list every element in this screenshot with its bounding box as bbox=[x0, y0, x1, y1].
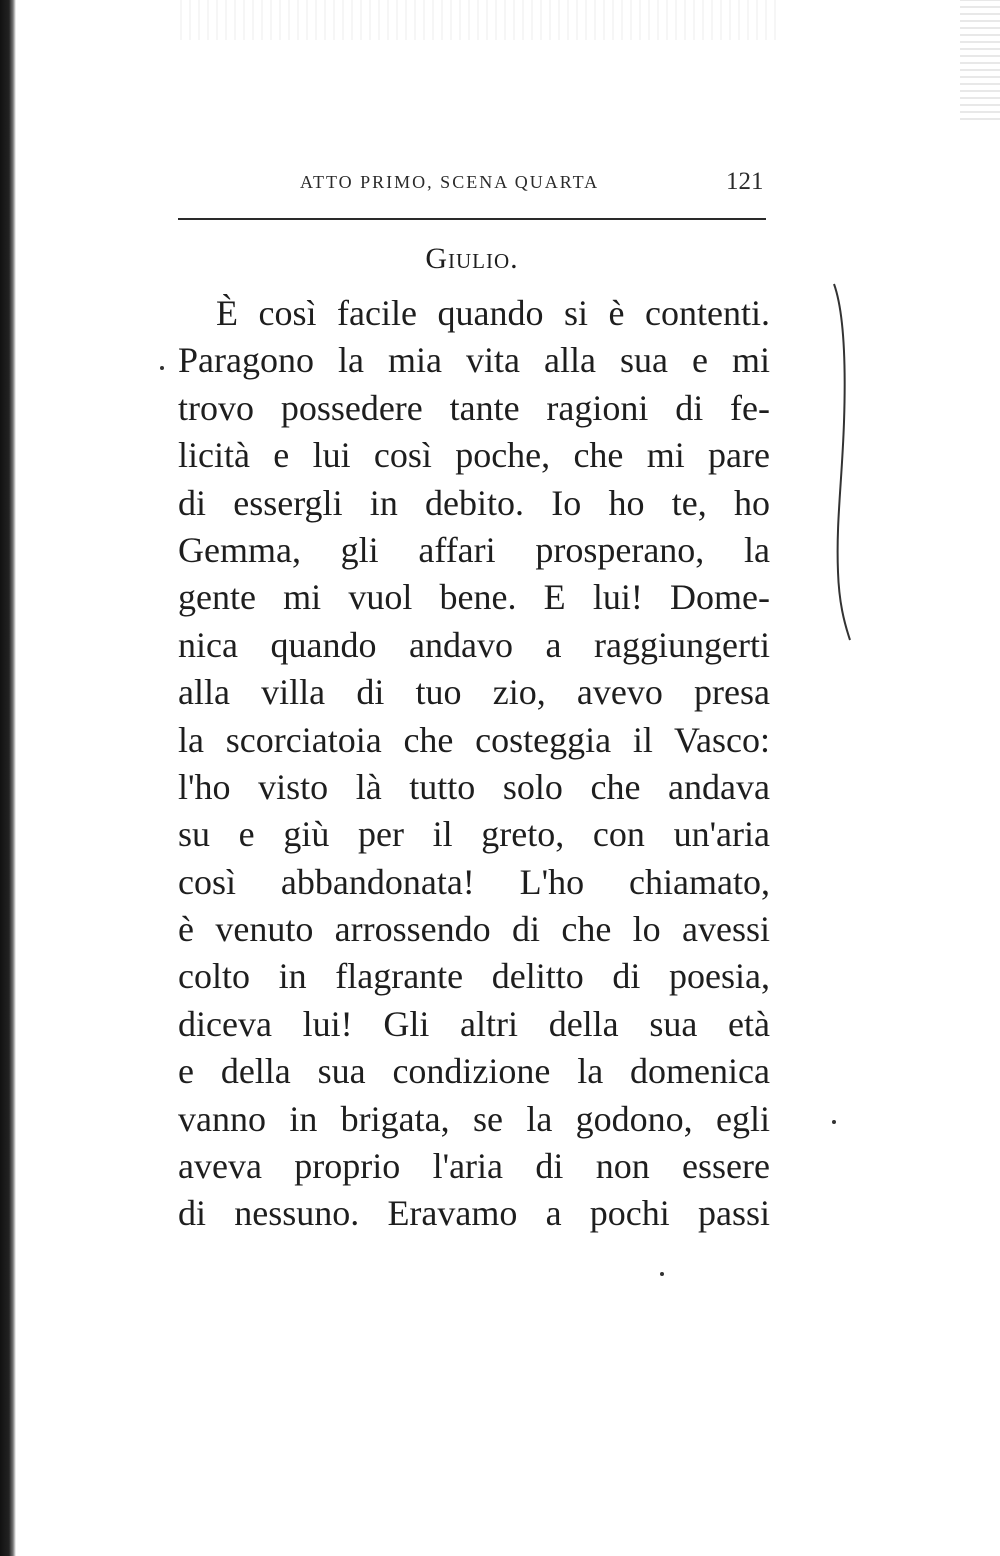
text-line: e della sua condizione la domenica bbox=[178, 1051, 770, 1092]
speaker-name: Giulio. bbox=[425, 242, 519, 275]
running-head: ATTO PRIMO, SCENA QUARTA bbox=[300, 172, 600, 192]
text-line: trovo possedere tante ragioni di fe- bbox=[178, 387, 770, 428]
dialogue-text bbox=[178, 290, 770, 1238]
text-line: Gemma, gli affari prosperano, la bbox=[178, 529, 770, 570]
text-line: su e giù per il greto, con un'aria bbox=[178, 814, 770, 855]
margin-dot bbox=[660, 1272, 664, 1276]
header-rule bbox=[178, 218, 766, 220]
text-line: l'ho visto là tutto solo che andava bbox=[178, 766, 770, 807]
page-number: 121 bbox=[726, 168, 764, 195]
margin-pencil-bracket bbox=[830, 282, 854, 642]
text-line: nica quando andavo a raggiungerti bbox=[178, 624, 770, 665]
text-line: colto in flagrante delitto di poesia, bbox=[178, 956, 770, 997]
text-line: è venuto arrossendo di che lo avessi bbox=[178, 909, 770, 950]
text-line: così abbandonata! L'ho chiamato, bbox=[178, 861, 770, 902]
text-line: aveva proprio l'aria di non essere bbox=[178, 1146, 770, 1187]
text-line: licità e lui così poche, che mi pare bbox=[178, 435, 770, 476]
scan-speckle-right bbox=[960, 0, 1000, 120]
text-line: diceva lui! Gli altri della sua età bbox=[178, 1003, 770, 1044]
bracket-mark bbox=[830, 282, 854, 642]
text-line: di nessuno. Eravamo a pochi passi bbox=[178, 1193, 770, 1234]
scan-speckle-top bbox=[180, 0, 780, 40]
margin-dot bbox=[160, 366, 164, 370]
text-line: È così facile quando si è contenti. bbox=[216, 293, 770, 333]
binding-edge-shadow bbox=[0, 0, 16, 1556]
text-line: gente mi vuol bene. E lui! Dome- bbox=[178, 577, 770, 618]
text-line: la scorciatoia che costeggia il Vasco: bbox=[178, 719, 770, 760]
margin-dot bbox=[832, 1120, 836, 1124]
text-line: vanno in brigata, se la godono, egli bbox=[178, 1098, 770, 1139]
text-line: di essergli in debito. Io ho te, ho bbox=[178, 482, 770, 523]
text-line: Paragono la mia vita alla sua e mi bbox=[178, 340, 770, 381]
text-line: alla villa di tuo zio, avevo presa bbox=[178, 672, 770, 713]
